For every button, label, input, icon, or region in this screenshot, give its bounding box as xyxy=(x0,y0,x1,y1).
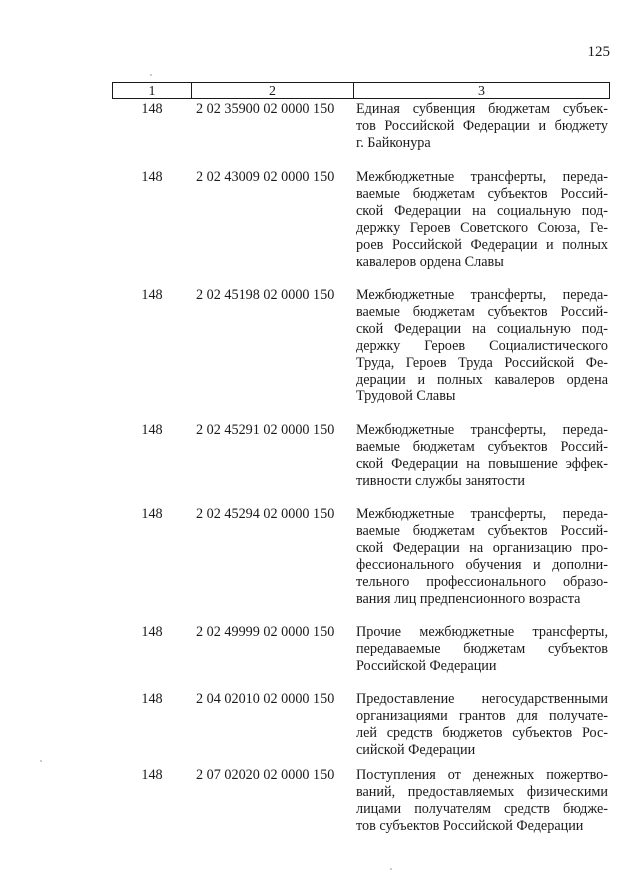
description-line: вания лиц предпенсионного возраста xyxy=(356,590,581,607)
description-line: Российской Федерации xyxy=(356,657,497,674)
description-line: Поступления от денежных пожертво- xyxy=(356,767,608,783)
table-row xyxy=(112,101,610,152)
admin-code-cell: 148 xyxy=(141,287,163,303)
revenue-code-cell: 2 02 45294 02 0000 150 xyxy=(196,506,335,522)
description-line: ваемые бюджетам субъектов Россий- xyxy=(356,438,608,455)
description-line: г. Байконура xyxy=(356,134,431,151)
description-line: Трудовой Славы xyxy=(356,388,456,405)
description-line: тов субъектов Российской Федерации xyxy=(356,817,584,834)
description-line: тивности службы занятости xyxy=(356,472,525,489)
scan-speck xyxy=(40,760,42,762)
table-row xyxy=(112,691,610,759)
description-cell xyxy=(356,506,608,607)
admin-code-cell: 148 xyxy=(141,767,163,783)
description-line: передаваемые бюджетам субъектов xyxy=(356,640,608,657)
table-row xyxy=(112,767,610,835)
description-line: тов Российской Федерации и бюджету xyxy=(356,117,608,134)
revenue-code-cell: 2 02 45291 02 0000 150 xyxy=(196,422,335,438)
description-line: ской Федерации на повышение эффек- xyxy=(356,455,608,472)
table-row xyxy=(112,624,610,675)
description-line: Межбюджетные трансферты, переда- xyxy=(356,169,608,185)
description-line: ваемые бюджетам субъектов Россий- xyxy=(356,522,608,539)
description-line: Межбюджетные трансферты, переда- xyxy=(356,422,608,438)
description-line: лей средств бюджетов субъектов Рос- xyxy=(356,724,608,741)
description-line: сийской Федерации xyxy=(356,741,476,758)
description-cell xyxy=(356,169,608,270)
scan-speck xyxy=(390,868,392,870)
revenue-code-cell: 2 02 45198 02 0000 150 xyxy=(196,287,335,303)
revenue-code-cell: 2 02 43009 02 0000 150 xyxy=(196,169,335,185)
description-line: ской Федерации на организацию про- xyxy=(356,539,608,556)
revenue-code-cell: 2 04 02010 02 0000 150 xyxy=(196,691,335,707)
description-line: дерации и полных кавалеров ордена xyxy=(356,371,608,388)
description-line: роев Российской Федерации и полных xyxy=(356,236,608,253)
description-line: ской Федерации на социальную под- xyxy=(356,202,608,219)
description-line: ваемые бюджетам субъектов Россий- xyxy=(356,185,608,202)
header-col-2: 2 xyxy=(191,83,353,98)
description-line: Межбюджетные трансферты, переда- xyxy=(356,287,608,303)
scan-speck xyxy=(150,74,152,76)
description-line: лицами получателям средств бюдже- xyxy=(356,800,608,817)
description-line: Единая субвенция бюджетам субъек- xyxy=(356,101,608,117)
description-line: держку Героев Советского Союза, Ге- xyxy=(356,219,608,236)
admin-code-cell: 148 xyxy=(141,506,163,522)
table-row xyxy=(112,169,610,270)
header-col-3: 3 xyxy=(353,83,609,98)
description-line: фессионального обучения и дополни- xyxy=(356,556,608,573)
description-line: тельного профессионального образо- xyxy=(356,573,608,590)
description-cell xyxy=(356,691,608,759)
header-col-1: 1 xyxy=(148,84,156,99)
description-line: кавалеров ордена Славы xyxy=(356,253,504,270)
description-line: организациями грантов для получате- xyxy=(356,707,608,724)
revenue-code-cell: 2 02 49999 02 0000 150 xyxy=(196,624,335,640)
admin-code-cell: 148 xyxy=(141,169,163,185)
description-cell xyxy=(356,287,608,405)
description-cell xyxy=(356,422,608,490)
page-number: 125 xyxy=(587,44,610,60)
description-cell xyxy=(356,101,608,152)
description-cell xyxy=(356,767,608,835)
admin-code-cell: 148 xyxy=(141,101,163,117)
table-header xyxy=(112,82,610,99)
description-line: ваний, предоставляемых физическими xyxy=(356,783,608,800)
admin-code-cell: 148 xyxy=(141,691,163,707)
description-line: Предоставление негосударственными xyxy=(356,691,608,707)
description-cell xyxy=(356,624,608,675)
table-row xyxy=(112,422,610,490)
table-row xyxy=(112,287,610,405)
table-row xyxy=(112,506,610,607)
admin-code-cell: 148 xyxy=(141,624,163,640)
revenue-code-cell: 2 02 35900 02 0000 150 xyxy=(196,101,335,117)
description-line: держку Героев Социалистического xyxy=(356,337,608,354)
description-line: Прочие межбюджетные трансферты, xyxy=(356,624,608,640)
revenue-code-cell: 2 07 02020 02 0000 150 xyxy=(196,767,335,783)
admin-code-cell: 148 xyxy=(141,422,163,438)
description-line: ваемые бюджетам субъектов Россий- xyxy=(356,303,608,320)
description-line: ской Федерации на социальную под- xyxy=(356,320,608,337)
description-line: Межбюджетные трансферты, переда- xyxy=(356,506,608,522)
description-line: Труда, Героев Труда Российской Фе- xyxy=(356,354,608,371)
